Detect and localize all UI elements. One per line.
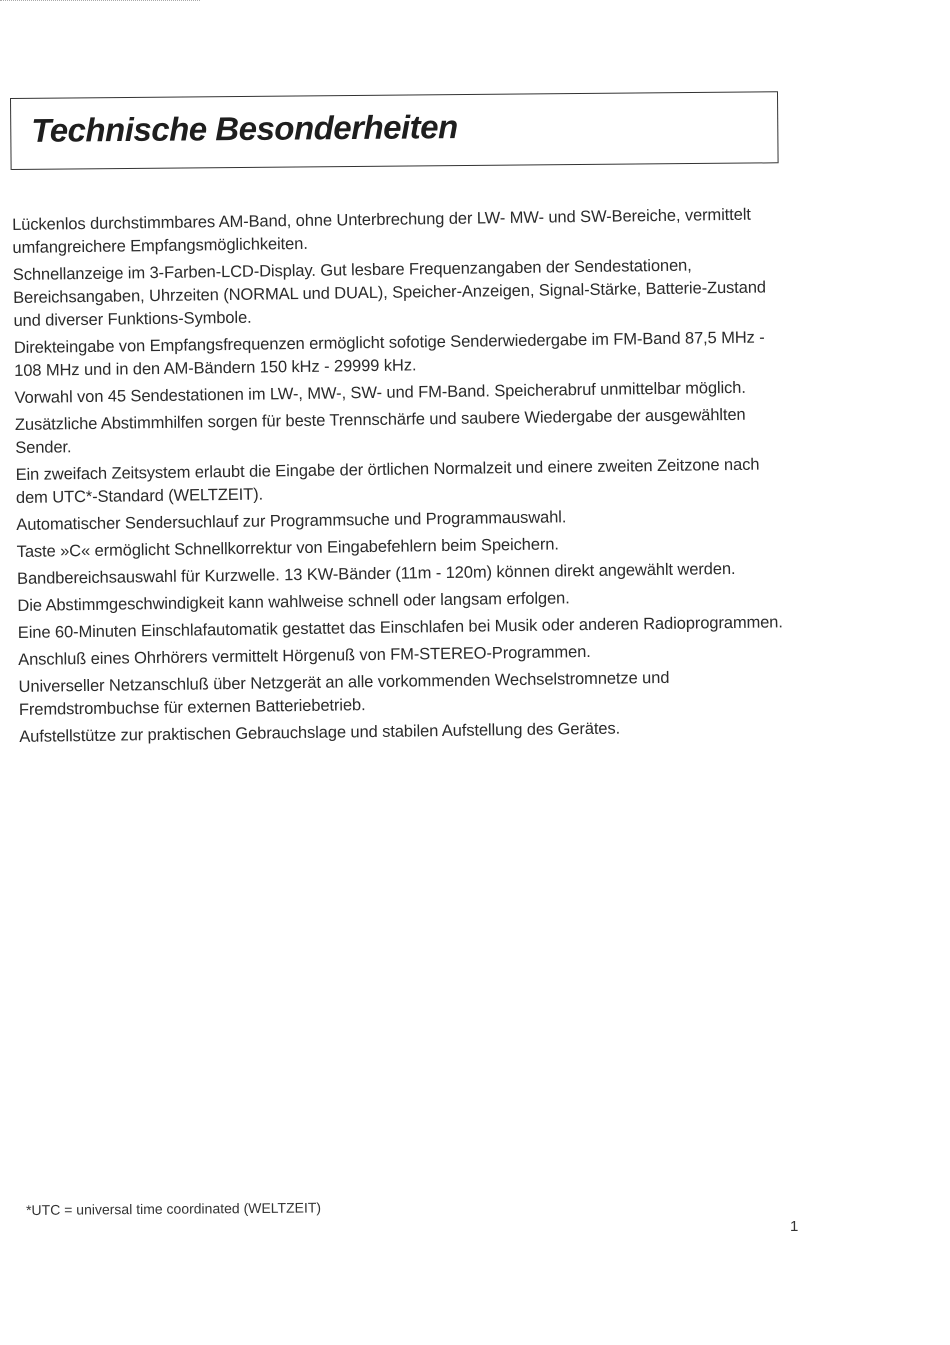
feature-item: Zusätzliche Abstimmhilfen sorgen für beste Trennschärfe und saubere Wiedergabe der ausgewählten Sender. [14, 405, 746, 457]
title-box [10, 91, 779, 170]
feature-item: Schnellanzeige im 3-Farben-LCD-Display. Gut lesbare Frequenzangaben der Sendestationen, Bereichsangaben, Uhrzeiten (NORMAL und DUAL), Speicher-Anzeigen, Signal-Stärke, Batterie-Zustand und diverser Funktions-Symbole. [12, 256, 767, 330]
feature-item: Taste »C« ermöglicht Schnellkorrektur von Eingabefehlern beim Speichern. [16, 535, 559, 561]
feature-item: Lückenlos durchstimmbares AM-Band, ohne Unterbrechung der LW- MW- und SW-Bereiche, vermittelt umfangreichere Empfangsmöglichkeiten. [12, 205, 751, 257]
feature-item: Anschluß eines Ohrhörers vermittelt Hörgenuß von FM-STEREO-Programmen. [18, 642, 591, 669]
page-title: Technische Besonderheiten [31, 108, 458, 149]
feature-item: Direkteingabe von Empfangsfrequenzen ermöglicht sofotige Senderwiedergabe im FM-Band 87,5 MHz - 108 MHz und in den AM-Bändern 150 kHz - 29999 kHz. [13, 328, 765, 380]
page-number: 1 [790, 1218, 799, 1235]
feature-item: Universeller Netzanschluß über Netzgerät an alle vorkommenden Wechselstromnetze und Fremdstrombuchse für externen Batteriebetrieb. [18, 668, 670, 719]
footnote: *UTC = universal time coordinated (WELTZEIT) [26, 1199, 322, 1218]
scan-edge-line [0, 0, 200, 1]
feature-item: Bandbereichsauswahl für Kurzwelle. 13 KW-Bänder (11m - 120m) können direkt angewählt werden. [16, 559, 736, 588]
feature-item: Vorwahl von 45 Sendestationen im LW-, MW-, SW- und FM-Band. Speicherabruf unmittelbar möglich. [14, 378, 746, 407]
feature-item: Ein zweifach Zeitsystem erlaubt die Eingabe der örtlichen Normalzeit und einere zweiten Zeitzone nach dem UTC*-Standard (WELTZEIT). [15, 455, 760, 507]
feature-list [12, 203, 799, 753]
feature-item: Aufstellstütze zur praktischen Gebrauchslage und stabilen Aufstellung des Gerätes. [19, 719, 621, 746]
feature-item: Eine 60-Minuten Einschlafautomatik gestattet das Einschlafen bei Musik oder anderen Radioprogrammen. [17, 613, 783, 642]
feature-item: Die Abstimmgeschwindigkeit kann wahlweise schnell oder langsam erfolgen. [17, 589, 570, 615]
feature-item: Automatischer Sendersuchlauf zur Programmsuche und Programmauswahl. [16, 508, 567, 534]
